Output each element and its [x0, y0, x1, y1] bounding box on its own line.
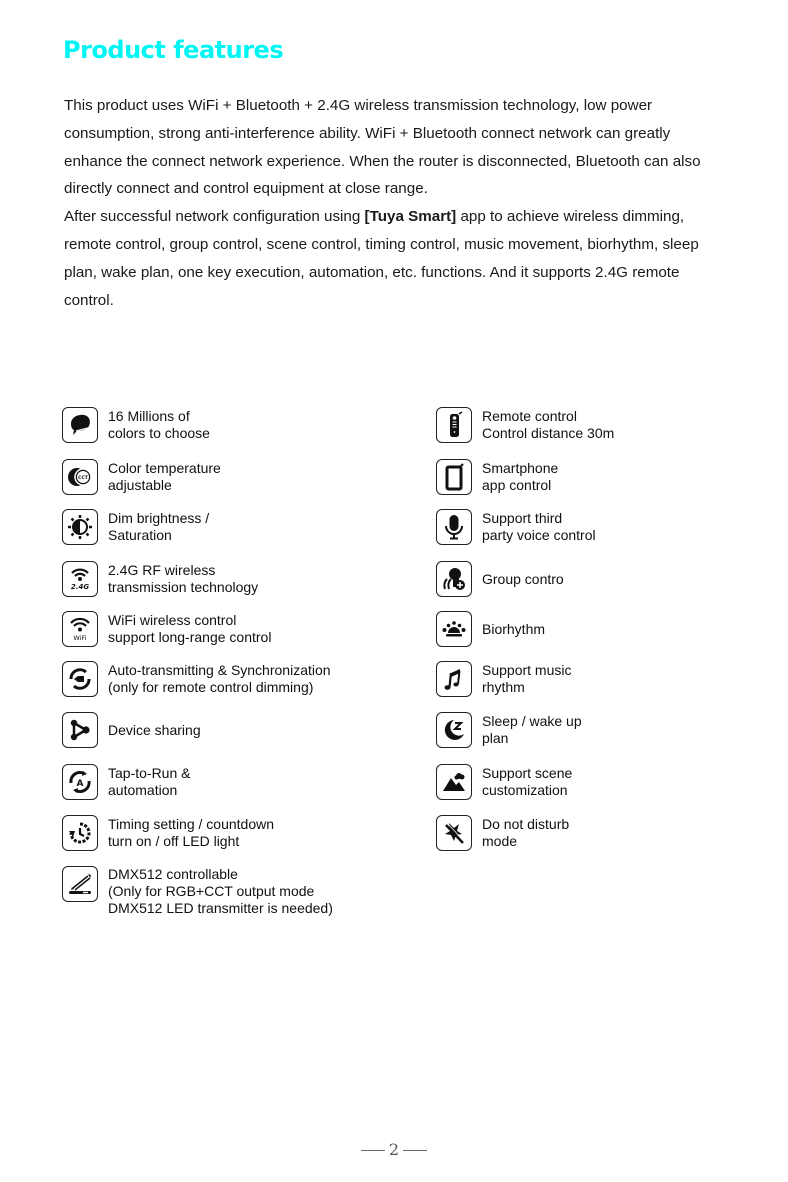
share-icon [62, 712, 98, 748]
feature-label: customization [482, 782, 568, 798]
intro-paragraph-2 [64, 203, 714, 314]
feature-label: DMX512 controllable [108, 866, 238, 882]
intro-paragraph-1: This product uses WiFi + Bluetooth + 2.4G wireless transmission technology, low power consumption, strong anti-interference ability. WiFi + Bluetooth connect network can greatly enhance the connect network experience. When the router is disconnected, Bluetooth can also directly connect and control equipment at close range. [64, 97, 701, 198]
brightness-icon [62, 509, 98, 545]
intro-text [64, 92, 714, 314]
music-icon [436, 661, 472, 697]
feature-dmx [62, 866, 333, 917]
feature-label: colors to choose [108, 425, 210, 441]
footer-rule [403, 1150, 427, 1151]
feature-sync [62, 661, 331, 697]
feature-group [436, 561, 564, 597]
feature-label: rhythm [482, 679, 525, 695]
feature-brightness [62, 509, 209, 545]
group-icon [436, 561, 472, 597]
svg-text:A: A [76, 779, 84, 789]
feature-label: Saturation [108, 527, 172, 543]
feature-label: app control [482, 477, 552, 493]
feature-label: Dim brightness / [108, 510, 210, 526]
sleep-icon [436, 712, 472, 748]
feature-automation [62, 764, 190, 800]
feature-wifi [62, 611, 271, 647]
feature-scene [436, 764, 572, 800]
feature-label: Timing setting / countdown [108, 816, 275, 832]
automation-icon [62, 764, 98, 800]
feature-label: Tap-to-Run & [108, 765, 191, 781]
feature-voice [436, 509, 596, 545]
feature-label: Smartphone [482, 460, 559, 476]
remote-control-icon [436, 407, 472, 443]
svg-text:2.4G: 2.4G [70, 583, 90, 591]
sync-icon [62, 661, 98, 697]
svg-text:WiFi: WiFi [73, 634, 87, 642]
feature-smartphone [436, 459, 558, 495]
smartphone-icon [436, 459, 472, 495]
feature-label: Biorhythm [482, 620, 546, 637]
feature-label: Support third [482, 510, 563, 526]
feature-label: (Only for RGB+CCT output mode [108, 883, 315, 899]
feature-rf [62, 561, 258, 597]
feature-colors [62, 407, 210, 443]
feature-label: DMX512 LED transmitter is needed) [108, 900, 333, 916]
feature-label: Support scene [482, 765, 573, 781]
feature-biorhythm [436, 611, 545, 647]
cct-icon [62, 459, 98, 495]
timer-icon [62, 815, 98, 851]
feature-label: Control distance 30m [482, 425, 615, 441]
biorhythm-icon [436, 611, 472, 647]
svg-text:CCT: CCT [78, 476, 88, 481]
wifi-icon [62, 611, 98, 647]
page-number: 2 [388, 1140, 400, 1159]
feature-label: transmission technology [108, 579, 259, 595]
color-palette-icon [62, 407, 98, 443]
feature-label: adjustable [108, 477, 172, 493]
app-name: [Tuya Smart] [364, 208, 457, 226]
feature-label: support long-range control [108, 629, 272, 645]
do-not-disturb-icon [436, 815, 472, 851]
feature-music [436, 661, 571, 697]
feature-label: Remote control [482, 408, 577, 424]
feature-label: party voice control [482, 527, 596, 543]
feature-remote [436, 407, 614, 443]
intro-text-part: After successful network configuration using [64, 208, 365, 226]
feature-label: Sleep / wake up [482, 713, 582, 729]
feature-cct [62, 459, 221, 495]
feature-dnd [436, 815, 569, 851]
intro-text-part: app to achieve wireless dimming, remote control, group control, scene control, timing control, music movement, biorhythm, sleep plan, wake plan, one key execution, automation, etc. functions. And it supports 2.4G remote control. [64, 208, 699, 309]
feature-label: Do not disturb [482, 816, 570, 832]
feature-label: WiFi wireless control [108, 612, 237, 628]
page-title: Product features [63, 36, 284, 64]
dmx-icon [62, 866, 98, 902]
feature-sleep [436, 712, 582, 748]
feature-sharing [62, 712, 201, 748]
rf-24g-icon [62, 561, 98, 597]
feature-label: automation [108, 782, 178, 798]
feature-label: turn on / off LED light [108, 833, 240, 849]
feature-label: Device sharing [108, 721, 201, 738]
footer-rule [361, 1150, 385, 1151]
feature-label: 16 Millions of [108, 408, 190, 424]
feature-label: plan [482, 730, 509, 746]
feature-label: Support music [482, 662, 572, 678]
feature-label: Auto-transmitting & Synchronization [108, 662, 331, 678]
feature-label: Color temperature [108, 460, 221, 476]
feature-label: 2.4G RF wireless [108, 562, 216, 578]
page-footer [0, 1140, 788, 1159]
feature-label: mode [482, 833, 518, 849]
feature-label: Group contro [482, 570, 564, 587]
scene-icon [436, 764, 472, 800]
microphone-icon [436, 509, 472, 545]
feature-label: (only for remote control dimming) [108, 679, 314, 695]
feature-timing [62, 815, 274, 851]
